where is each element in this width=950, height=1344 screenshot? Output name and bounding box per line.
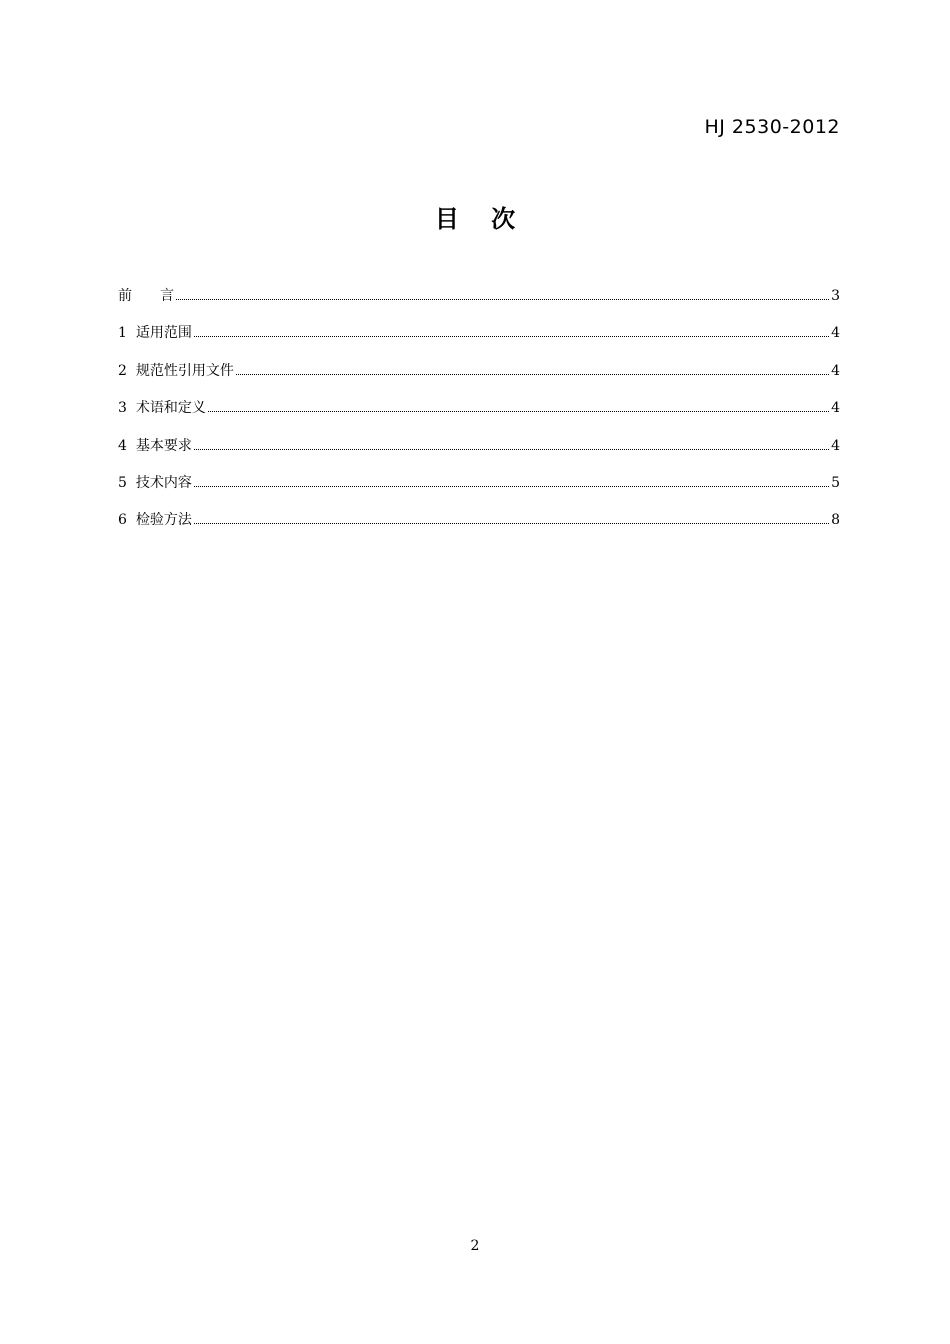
toc-entry-6[interactable] [118,510,840,547]
toc-entry-page: 4 [831,400,840,417]
toc-dot-leader [236,374,829,375]
toc-entry-number: 1 [118,325,127,342]
toc-entry-page: 4 [831,325,840,342]
toc-entry-4[interactable] [118,436,840,473]
toc-entry-label: 技术内容 [135,474,192,491]
toc-title: 目 次 [434,205,516,233]
toc-dot-leader [194,523,829,524]
toc-dot-leader [208,411,829,412]
toc-entry-page: 3 [831,288,840,304]
page-number: 2 [470,1238,480,1254]
table-of-contents [118,286,840,548]
toc-entry-label: 规范性引用文件 [135,362,234,379]
toc-entry-1[interactable] [118,323,840,360]
toc-entry-page: 8 [831,512,840,529]
toc-entry-label: 前 言 [118,288,174,304]
toc-entry-label: 适用范围 [135,325,192,342]
toc-dot-leader [176,299,829,300]
toc-entry-page: 4 [831,437,840,454]
toc-entry-5[interactable] [118,473,840,510]
document-code: HJ 2530-2012 [704,116,840,138]
toc-entry-page: 5 [831,474,840,491]
toc-entry-number: 3 [118,400,127,417]
toc-entry-number: 5 [118,474,127,491]
toc-dot-leader [194,336,829,337]
toc-dot-leader [194,486,829,487]
toc-entry-label: 术语和定义 [135,400,206,417]
toc-entry-3[interactable] [118,398,840,435]
toc-entry-number: 2 [118,362,127,379]
toc-entry-number: 4 [118,437,127,454]
toc-entry-2[interactable] [118,361,840,398]
toc-entry-page: 4 [831,362,840,379]
toc-entry-number: 6 [118,512,127,529]
toc-dot-leader [194,449,829,450]
toc-entry-label: 基本要求 [135,437,192,454]
toc-entry-label: 检验方法 [135,512,192,529]
toc-entry-preface[interactable] [118,286,840,323]
